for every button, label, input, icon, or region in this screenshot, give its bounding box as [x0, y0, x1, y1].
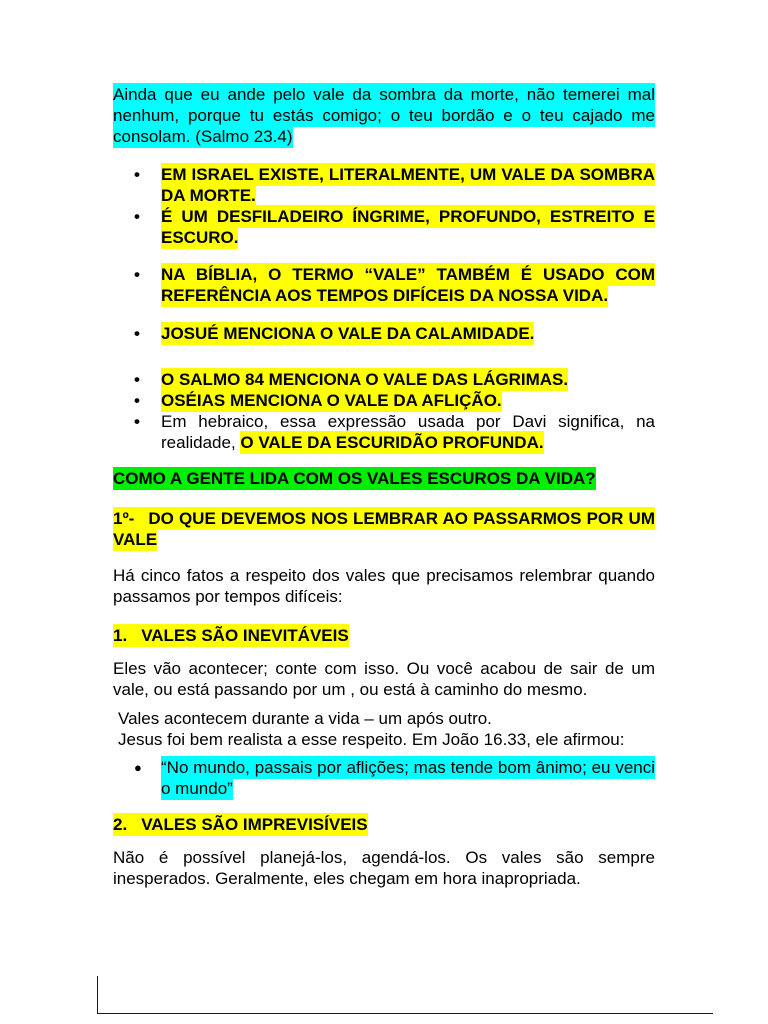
bullet-text: OSÉIAS MENCIONA O VALE DA AFLIÇÃO. [161, 391, 502, 410]
bullet-text: O SALMO 84 MENCIONA O VALE DAS LÁGRIMAS. [161, 370, 569, 389]
point2-heading [113, 814, 655, 835]
point1-paragraph-3: Jesus foi bem realista a esse respeito. Em João 16.33, ele afirmou: [118, 730, 625, 749]
bullet-icon: • [134, 207, 140, 226]
bullet-text: É UM DESFILADEIRO ÍNGRIME, PROFUNDO, ESTREITO E ESCURO. [161, 207, 655, 247]
bullet-item-israel [113, 164, 655, 206]
verse-highlight: Ainda que eu ande pelo vale da sombra da morte, não temerei mal nenhum, porque tu estás comigo; o teu bordão e o teu cajado me consolam. (Salmo 23.4) [113, 85, 655, 146]
point2-title: VALES SÃO IMPREVISÍVEIS [141, 815, 368, 834]
bullet-list [113, 164, 655, 453]
question-heading-highlight: COMO A GENTE LIDA COM OS VALES ESCUROS DA VIDA? [113, 469, 596, 488]
bullet-icon: • [134, 412, 140, 431]
point1-paragraph-1: Eles vão acontecer; conte com isso. Ou você acabou de sair de um vale, ou está passando por um , ou está à caminho do mesmo. [113, 659, 655, 699]
quote-bullet-icon: ● [134, 760, 142, 775]
bullet-item-josue [113, 323, 655, 344]
point2-number: 2. [113, 815, 128, 834]
section1-number: 1º- [113, 509, 135, 528]
point1-paragraph-2: Vales acontecem durante a vida – um após outro. [118, 709, 492, 728]
page-frame-vertical-line [97, 976, 98, 1014]
bullet-item-oseias [113, 390, 655, 411]
quote-highlight: “No mundo, passais por aflições; mas tende bom ânimo; eu venci o mundo” [161, 758, 655, 798]
bullet-icon: • [134, 265, 140, 284]
hebraico-highlight: O VALE DA ESCURIDÃO PROFUNDA. [240, 433, 544, 452]
bullet-text [161, 411, 655, 453]
bullet-icon: • [134, 370, 140, 389]
section1-title: DO QUE DEVEMOS NOS LEMBRAR AO PASSARMOS POR UM VALE [113, 509, 655, 549]
verse-paragraph [113, 84, 655, 147]
section1-heading-highlight [113, 507, 655, 551]
quote-bullet-item [113, 757, 655, 799]
bullet-icon: • [134, 165, 140, 184]
point2-paragraph: Não é possível planejá-los, agendá-los. Os vales são sempre inesperados. Geralmente, eles chegam em hora inapropriada. [113, 848, 655, 888]
bullet-text: JOSUÉ MENCIONA O VALE DA CALAMIDADE. [161, 324, 535, 343]
point1-title: VALES SÃO INEVITÁVEIS [141, 626, 349, 645]
bullet-text: NA BÍBLIA, O TERMO “VALE” TAMBÉM É USADO COM REFERÊNCIA AOS TEMPOS DIFÍCEIS DA NOSSA VIDA. [161, 265, 655, 305]
bullet-item-termo-vale [113, 264, 655, 306]
bullet-text: EM ISRAEL EXISTE, LITERALMENTE, UM VALE DA SOMBRA DA MORTE. [161, 165, 655, 205]
bullet-icon: • [134, 391, 140, 410]
point1-heading [113, 625, 655, 646]
quote-text [161, 757, 655, 799]
point1-heading-highlight [113, 624, 349, 647]
bullet-item-hebraico [113, 411, 655, 453]
page-frame-horizontal-line [97, 1013, 713, 1014]
point1-number: 1. [113, 626, 128, 645]
question-heading [113, 468, 655, 489]
section1-heading [113, 508, 655, 550]
hebraico-plain-text: Em hebraico, essa expressão usada por Davi significa, na realidade, [161, 412, 655, 452]
bullet-item-desfiladeiro [113, 206, 655, 248]
bullet-item-salmo-84 [113, 369, 655, 390]
point2-heading-highlight [113, 813, 368, 836]
intro-paragraph: Há cinco fatos a respeito dos vales que precisamos relembrar quando passamos por tempos difíceis: [113, 566, 655, 606]
bullet-icon: • [134, 324, 140, 343]
